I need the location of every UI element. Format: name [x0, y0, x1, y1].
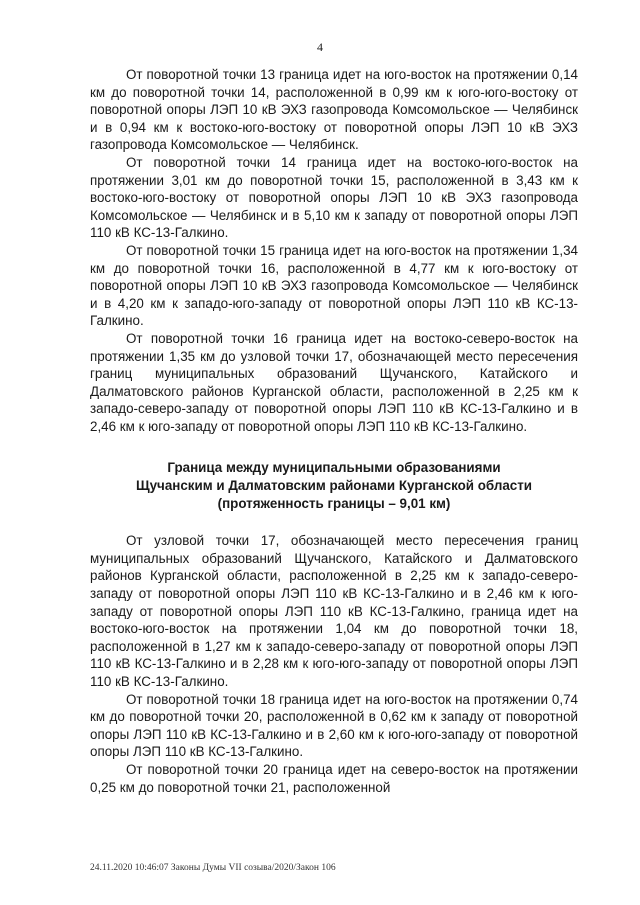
paragraph-point-14: От поворотной точки 14 граница идет на востоко-юго-восток на протяжении 3,01 км до поворотной точки 15, расположенной в 3,43 км к востоко-юго-востоку от поворотной опоры ЛЭП 10 кВ ЭХЗ газопровода Комсомольское — Челябинск и в 5,10 км к западу от поворотной опоры ЛЭП 110 кВ КС-13-Галкино.	[90, 154, 578, 241]
document-body	[90, 66, 578, 796]
paragraph-point-17: От узловой точки 17, обозначающей место пересечения границ муниципальных образований Щучанского, Катайского и Далматовского районов Курганской области, расположенной в 2,25 км к западо-северо-западу от поворотной опоры ЛЭП 110 кВ КС-13-Галкино и в 2,46 км к юго-западу от поворотной опоры ЛЭП 110 кВ КС-13-Галкино, граница идет на востоко-юго-восток на протяжении 1,04 км до поворотной точки 18, расположенной в 1,27 км к западо-северо-западу от поворотной опоры ЛЭП 110 кВ КС-13-Галкино и в 2,28 км к юго-юго-западу от поворотной опоры ЛЭП 110 кВ КС-13-Галкино.	[90, 533, 578, 689]
section-heading-line-3: (протяженность границы – 9,01 км)	[217, 495, 451, 511]
paragraph-point-18: От поворотной точки 18 граница идет на юго-восток на протяжении 0,74 км до поворотной точки 20, расположенной в 0,62 км к западу от поворотной опоры ЛЭП 110 кВ КС-13-Галкино и в 2,60 км к юго-юго-западу от поворотной опоры ЛЭП 110 кВ КС-13-Галкино.	[90, 691, 578, 760]
paragraph-point-20: От поворотной точки 20 граница идет на северо-восток на протяжении 0,25 км до поворотной точки 21, расположенной	[90, 761, 578, 795]
page-number: 4	[317, 40, 323, 54]
section-heading-line-1: Граница между муниципальными образованиями	[167, 460, 501, 476]
paragraph-point-16: От поворотной точки 16 граница идет на востоко-северо-восток на протяжении 1,35 км до узловой точки 17, обозначающей место пересечения границ муниципальных образований Щучанского, Катайского и Далматовского районов Курганской области, расположенной в 2,25 км к западо-северо-западу от поворотной опоры ЛЭП 110 кВ КС-13-Галкино и в 2,46 км к юго-западу от поворотной опоры ЛЭП 110 кВ КС-13-Галкино.	[90, 330, 578, 434]
section-heading-line-2: Щучанским и Далматовским районами Курганской области	[135, 478, 533, 494]
paragraph-point-13: От поворотной точки 13 граница идет на юго-восток на протяжении 0,14 км до поворотной точки 14, расположенной в 0,99 км к юго-юго-востоку от поворотной опоры ЛЭП 10 кВ ЭХЗ газопровода Комсомольское — Челябинск и в 0,94 км к востоко-юго-востоку от поворотной опоры ЛЭП 10 кВ ЭХЗ газопровода Комсомольское — Челябинск.	[90, 67, 578, 153]
document-footer: 24.11.2020 10:46:07 Законы Думы VII созыва/2020/Закон 106	[90, 863, 336, 873]
paragraph-point-15: От поворотной точки 15 граница идет на юго-восток на протяжении 1,34 км до поворотной точки 16, расположенной в 4,77 км к юго-востоку от поворотной опоры ЛЭП 10 кВ ЭХЗ газопровода Комсомольское — Челябинск и в 4,20 км к западо-юго-западу от поворотной опоры ЛЭП 110 кВ КС-13-Галкино.	[90, 242, 578, 329]
section-heading	[90, 459, 578, 512]
